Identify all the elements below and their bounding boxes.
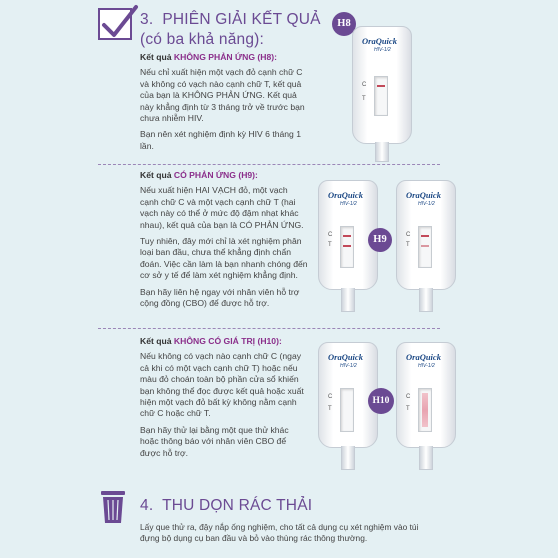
device-t-label: T [406, 406, 410, 412]
result-h9-p1: Nếu xuất hiện HAI VẠCH đỏ, một vạch cạnh chữ C và một vạch cạnh chữ T (hai vạch này có thể ở mức độ đậm nhạt khác nhau), kết quả của bạn là CÓ PHẢN ỨNG. [140, 185, 304, 230]
section-4-title [140, 496, 312, 516]
result-window [418, 226, 432, 268]
checkmark-icon [96, 1, 140, 45]
result-h9-p2: Tuy nhiên, đây mới chỉ là xét nghiệm phân loại ban đầu, chưa thể khẳng định chẩn đoán. Việc cần làm là bạn nhanh chóng đến cơ sở y tế để làm xét nghiệm khẳng định. [140, 236, 308, 281]
device-brand: OraQuick [406, 190, 441, 200]
t-line-mark [343, 245, 351, 247]
device-h8-handle [352, 142, 412, 162]
device-h10-a-handle [318, 446, 378, 470]
result-h10-heading [140, 336, 308, 347]
result-window [340, 388, 354, 432]
result-window [418, 388, 432, 432]
device-c-label: C [328, 394, 333, 400]
t-line-mark [421, 245, 429, 247]
device-h10-b-handle [396, 446, 456, 470]
device-brand: OraQuick [362, 36, 397, 46]
result-h10-heading-accent: KHÔNG CÓ GIÁ TRỊ (H10): [173, 336, 282, 346]
result-h8-heading [140, 52, 310, 63]
device-model: HIV-1/2 [418, 201, 435, 207]
device-t-label: T [362, 96, 366, 102]
section-4-text: Lấy que thử ra, đậy nắp ống nghiệm, cho tất cả dụng cụ xét nghiệm vào túi đựng bộ dụng cụ ban đầu và bỏ vào thùng rác thông thường. [140, 522, 419, 544]
section-3-title-line2: (có ba khả năng): [140, 31, 265, 48]
result-h10-text [140, 336, 308, 464]
result-h9-p3: Bạn hãy liên hệ ngay với nhân viên hỗ trợ cộng đồng (CBO) để được hỗ trợ. [140, 286, 300, 309]
device-t-label: T [328, 242, 332, 248]
device-h9-b-handle [396, 288, 456, 312]
result-window [340, 226, 354, 268]
c-line-mark [421, 235, 429, 237]
label-h10: H10 [368, 388, 394, 414]
divider [98, 328, 440, 329]
result-h9-heading-prefix: Kết quả [140, 170, 174, 180]
device-h9-a-handle [318, 288, 378, 312]
device-c-label: C [362, 82, 367, 88]
device-brand: OraQuick [328, 190, 363, 200]
device-t-label: T [406, 242, 410, 248]
test-device-h8 [352, 26, 412, 144]
trash-bin-icon [100, 490, 126, 524]
section-3-title [140, 10, 321, 50]
device-c-label: C [406, 394, 411, 400]
c-line-mark [377, 85, 385, 87]
section-4-number: 4. [140, 497, 154, 514]
result-h8-p1: Nếu chỉ xuất hiện một vạch đỏ cạnh chữ C và không có vạch nào cạnh chữ T, kết quả của bạn là KHÔNG PHẢN ỨNG. Kết quả này khẳng định từ 3 tháng trở về trước bạn chưa nhiễm HIV. [140, 67, 305, 124]
result-h10-heading-prefix: Kết quả [140, 336, 174, 346]
section-3-number: 3. [140, 11, 154, 28]
checkbox-icon [98, 8, 132, 40]
label-h8: H8 [332, 12, 356, 36]
divider [98, 164, 440, 165]
test-device-h10-b [396, 342, 456, 448]
test-device-h9-b [396, 180, 456, 290]
device-brand: OraQuick [406, 352, 441, 362]
device-brand: OraQuick [328, 352, 363, 362]
result-h8-heading-accent: KHÔNG PHẢN ỨNG (H8): [173, 52, 277, 62]
device-t-label: T [328, 406, 332, 412]
result-h10-p2: Bạn hãy thử lại bằng một que thử khác hoặc thông báo với nhân viên CBO để được hỗ trợ. [140, 424, 289, 458]
result-h9-heading [140, 170, 308, 181]
label-h9: H9 [368, 228, 392, 252]
result-h8-heading-prefix: Kết quả [140, 52, 174, 62]
red-smear-mark [422, 393, 428, 427]
section-4-title-text: THU DỌN RÁC THẢI [162, 497, 313, 514]
device-model: HIV-1/2 [340, 363, 357, 369]
device-c-label: C [328, 232, 333, 238]
device-c-label: C [406, 232, 411, 238]
result-h8-text [140, 52, 310, 157]
result-h10-p1: Nếu không có vạch nào cạnh chữ C (ngay cả khi có một vạch cạnh chữ T) hoặc nếu màu đỏ choán toàn bộ phần cửa sổ khiến bạn không thể đọc được kết quả hoặc xuất hiện một vạch đỏ bất kỳ không nằm cạnh chữ C hoặc chữ T. [140, 351, 304, 419]
device-model: HIV-1/2 [374, 47, 391, 53]
result-h9-text [140, 170, 308, 314]
result-h9-heading-accent: CÓ PHẢN ỨNG (H9): [173, 170, 258, 180]
device-model: HIV-1/2 [418, 363, 435, 369]
result-h8-p2: Bạn nên xét nghiệm định kỳ HIV 6 tháng 1 lần. [140, 129, 301, 151]
c-line-mark [343, 235, 351, 237]
device-model: HIV-1/2 [340, 201, 357, 207]
section-3-title-line1: PHIÊN GIẢI KẾT QUẢ [162, 11, 321, 28]
result-window [374, 76, 388, 116]
